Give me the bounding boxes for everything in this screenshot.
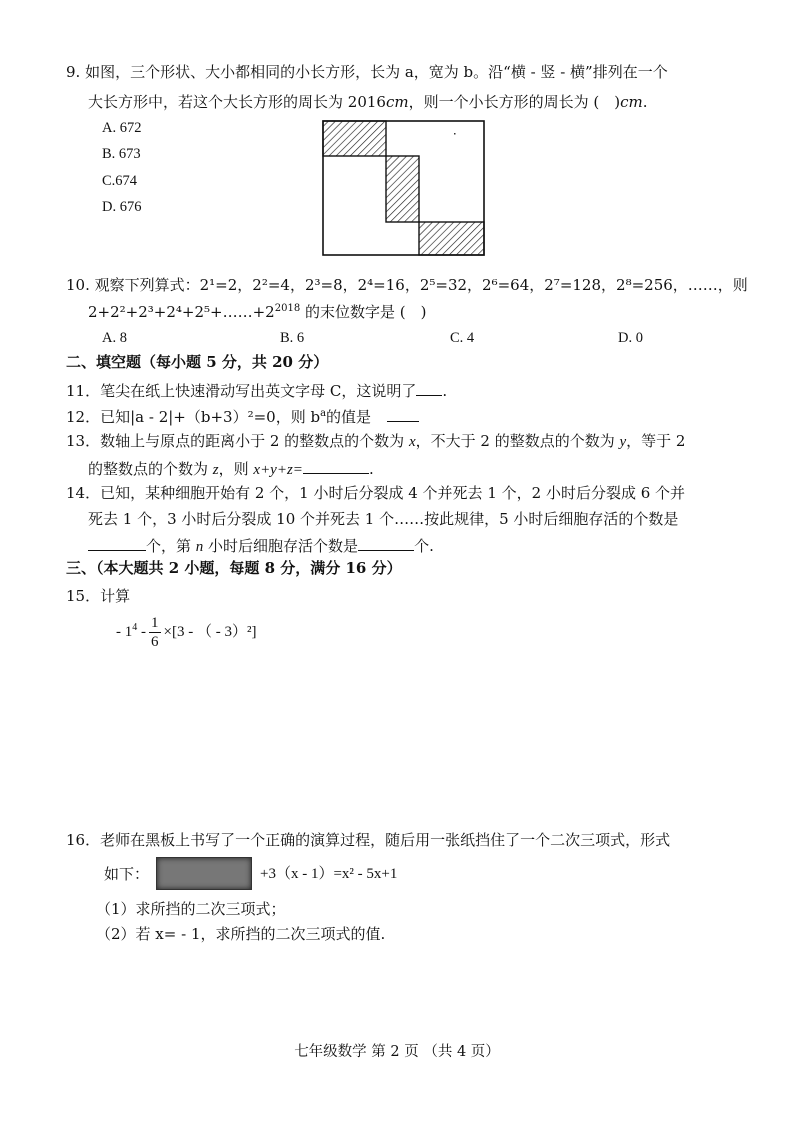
q12-pre: 12．已知|a - 2|+（b+3）²=0，则 b <box>66 408 321 426</box>
q15-fraction <box>149 614 161 651</box>
q16-line2-equation: +3（x - 1）=x² - 5x+1 <box>260 866 398 882</box>
q10-line2-a: 2+2²+2³+2⁴+2⁵+……+2 <box>88 303 275 321</box>
q13-var-z: z <box>212 462 219 478</box>
q9-option-c: C.674 <box>102 173 138 189</box>
covered-polynomial-box <box>156 857 252 890</box>
q10-option-d: D. 0 <box>618 330 643 346</box>
q16-line1: 16．老师在黑板上书写了一个正确的演算过程，随后用一张纸挡住了一个二次三项式，形式 <box>66 831 671 849</box>
q15-frac-den: 6 <box>151 634 159 651</box>
small-rectangle-bottom <box>419 222 484 255</box>
q9-unit: cm <box>385 93 409 111</box>
q13-var-x: x <box>408 434 416 450</box>
q13-line1-c: ，等于 2 <box>626 432 686 450</box>
q10-option-a: A. 8 <box>102 330 127 346</box>
q11-text: 11．笔尖在纸上快速滑动写出英文字母 C，这说明了 <box>66 382 417 400</box>
q13-expr: x+y+z= <box>253 462 303 478</box>
q9-line2 <box>88 92 647 112</box>
q12-post: 的值是 <box>326 408 372 426</box>
q13-blank <box>303 458 369 474</box>
q13-line1-b: ，不大于 2 的整数点的个数为 <box>415 432 620 450</box>
q13-line1-a: 13．数轴上与原点的距离小于 2 的整数点的个数为 <box>66 432 409 450</box>
q9-option-a: A. 672 <box>102 120 142 136</box>
page-footer: 七年级数学 第 2 页 （共 4 页） <box>294 1044 500 1060</box>
q10-option-c: C. 4 <box>450 330 475 346</box>
q9-line2-pre: 大长方形中，若这个大长方形的周长为 2016 <box>88 93 386 111</box>
q14-blank-2 <box>358 535 414 551</box>
q11 <box>66 380 447 401</box>
small-rectangle-top <box>323 121 386 156</box>
q14-line3-c: 个. <box>414 537 434 555</box>
q9-option-b: B. 673 <box>102 146 141 162</box>
q14-line1: 14．已知，某种细胞开始有 2 个，1 小时后分裂成 4 个并死去 1 个，2 小时后分裂成 6 个并 <box>66 484 686 502</box>
small-rectangle-middle <box>386 156 419 222</box>
q9-unit-2: cm <box>620 93 643 111</box>
q14-line3-b: 小时后细胞存活个数是 <box>203 537 359 555</box>
q13-line2 <box>88 458 374 480</box>
q14-line3 <box>88 535 434 557</box>
q15-frac-num: 1 <box>151 615 159 632</box>
section2-heading: 二、填空题（每小题 5 分，共 20 分） <box>66 353 329 371</box>
q15-title: 15．计算 <box>66 587 131 605</box>
q15-expr-b: - <box>137 624 146 640</box>
q9-line2-post: ，则一个小长方形的周长为 ( ) <box>408 93 621 111</box>
q15-expr-c: ×[3 - （ - 3）²] <box>163 624 257 640</box>
q13-var-y: y <box>619 434 627 450</box>
q15-expression <box>116 614 256 651</box>
speck <box>454 133 456 135</box>
q12 <box>66 406 419 427</box>
q16-sub2: （2）若 x= - 1，求所挡的二次三项式的值. <box>96 925 386 943</box>
q13-line1 <box>66 431 685 452</box>
rectangle-figure <box>322 120 485 256</box>
q10-option-b: B. 6 <box>280 330 305 346</box>
q16-sub1: （1）求所挡的二次三项式； <box>96 900 286 918</box>
q10-line2-b: 的末位数字是 ( ) <box>300 303 427 321</box>
q15-expr-a: - 1 <box>116 624 133 640</box>
q11-end: . <box>442 382 448 400</box>
q9-line1: 9. 如图，三个形状、大小都相同的小长方形，长为 a，宽为 b。沿“横 - 竖 - 横”排列在一个 <box>66 63 668 81</box>
q10-line2 <box>88 302 426 322</box>
q13-end: . <box>368 460 374 478</box>
q16-line2-label: 如下： <box>104 865 150 883</box>
q13-line2-b: ，则 <box>218 460 254 478</box>
q9-line2-end: . <box>642 93 648 111</box>
q14-blank-1 <box>88 535 146 551</box>
q15-expr-exp: 4 <box>132 622 138 633</box>
q9-option-d: D. 676 <box>102 199 142 215</box>
q10-line2-exp: 2018 <box>274 303 301 314</box>
q10-line1: 10. 观察下列算式：2¹=2，2²=4，2³=8，2⁴=16，2⁵=32，2⁶=64，2⁷=128，2⁸=256，……，则 <box>66 276 748 294</box>
q12-blank <box>387 406 419 422</box>
section3-heading: 三、（本大题共 2 小题，每题 8 分，满分 16 分） <box>66 559 402 577</box>
q14-var-n: n <box>195 539 204 555</box>
q12-exp: a <box>320 408 327 419</box>
q13-line2-a: 的整数点的个数为 <box>88 460 213 478</box>
q14-line3-a: 个，第 <box>146 537 196 555</box>
q14-line2: 死去 1 个，3 小时后分裂成 10 个并死去 1 个……按此规律，5 小时后细胞存活的个数是 <box>88 510 679 528</box>
q11-blank <box>416 380 442 396</box>
